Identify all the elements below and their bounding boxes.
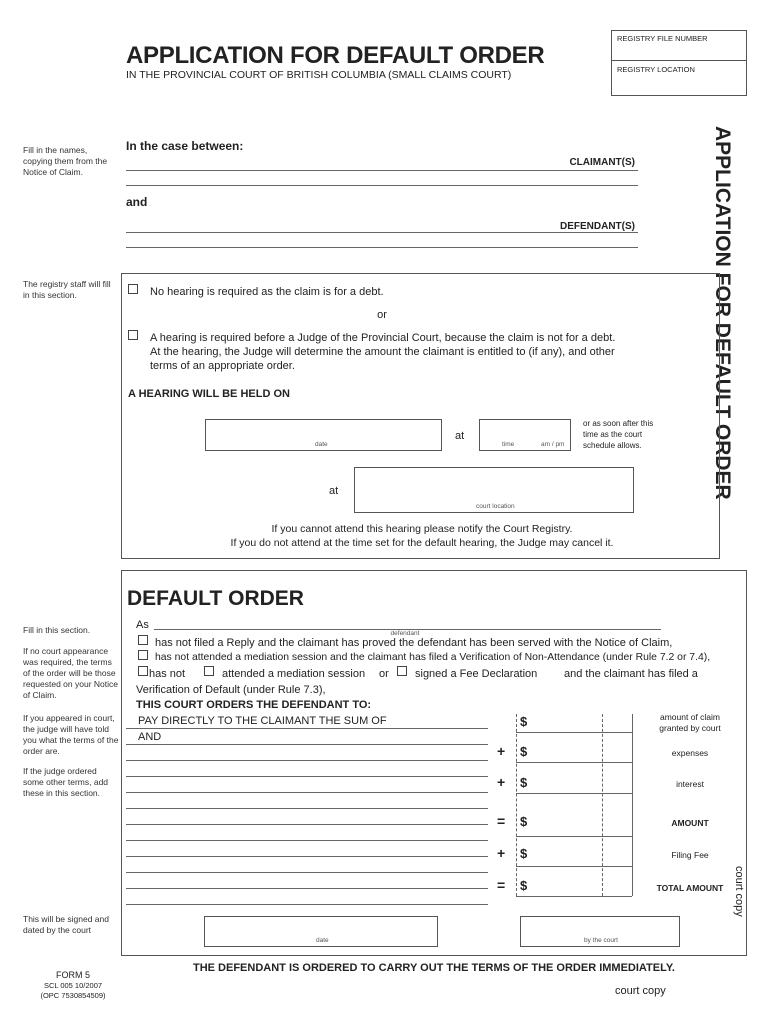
note-signed: This will be signed and dated by the court: [23, 914, 109, 935]
amount-column-right: [632, 714, 633, 896]
note-judge-ordered: If the judge ordered some other terms, add these in this section.: [23, 766, 109, 798]
footer-court-copy: court copy: [615, 985, 666, 997]
terms-line[interactable]: [126, 872, 488, 873]
dollar-1: $: [520, 714, 528, 729]
final-statement: THE DEFENDANT IS ORDERED TO CARRY OUT THE TERMS OF THE ORDER IMMEDIATELY.: [193, 962, 675, 974]
filing-fee-field[interactable]: [516, 866, 632, 867]
defendants-label: DEFENDANT(S): [560, 221, 635, 232]
attended-mediation-checkbox[interactable]: [204, 666, 214, 676]
page-title: APPLICATION FOR DEFAULT ORDER: [126, 42, 545, 69]
amount-claim-label-2: granted by court: [659, 723, 721, 733]
pay-directly: PAY DIRECTLY TO THE CLAIMANT THE SUM OF: [138, 715, 387, 727]
order-line3-or: or: [379, 668, 389, 680]
notice-line1: If you cannot attend this hearing please notify the Court Registry.: [271, 523, 573, 535]
terms-line[interactable]: [126, 840, 488, 841]
order-line4: Verification of Default (under Rule 7.3),: [136, 684, 326, 696]
ampm-label: am / pm: [541, 441, 565, 448]
by-court-label: by the court: [584, 937, 618, 944]
hearing-held-on: A HEARING WILL BE HELD ON: [128, 388, 290, 400]
opc-code: (OPC 7530854509): [40, 991, 106, 1000]
mediation-nonattendance-checkbox[interactable]: [138, 650, 148, 660]
hearing-required-line3: terms of an appropriate order.: [150, 360, 295, 372]
note-fill-names: Fill in the names, copying them from the Notice of Claim.: [23, 145, 108, 177]
court-location-field[interactable]: [354, 467, 634, 513]
terms-line[interactable]: [126, 776, 488, 777]
page-subtitle: IN THE PROVINCIAL COURT OF BRITISH COLUMBIA (SMALL CLAIMS COURT): [126, 69, 512, 81]
form-number: FORM 5: [55, 970, 90, 980]
terms-line[interactable]: [126, 792, 488, 793]
amount-claim-label-1: amount of claim: [660, 712, 720, 722]
terms-line[interactable]: [126, 728, 488, 729]
has-not-checkbox[interactable]: [138, 666, 148, 676]
amount-claim-field[interactable]: [516, 732, 632, 733]
total-amount-field[interactable]: [516, 896, 632, 897]
order-line3-fee: signed a Fee Declaration: [415, 668, 538, 680]
court-signature-field[interactable]: [520, 916, 680, 947]
terms-line[interactable]: [126, 888, 488, 889]
as-soon-l1: or as soon after this: [583, 419, 654, 428]
note-fill-section: Fill in this section.: [23, 625, 91, 635]
note-no-court: If no court appearance was required, the terms of the order will be those requested on your Notice of Claim.: [23, 646, 118, 700]
dollar-4: $: [520, 814, 528, 829]
court-location-label: court location: [476, 503, 515, 510]
hearing-required-line1: A hearing is required before a Judge of the Provincial Court, because the claim is not for a debt.: [150, 332, 616, 344]
dollar-6: $: [520, 878, 528, 893]
order-line3-filed: and the claimant has filed a: [564, 668, 698, 680]
hearing-time-field[interactable]: [479, 419, 571, 451]
order-line3-has-not: has not: [149, 668, 186, 680]
court-orders: THIS COURT ORDERS THE DEFENDANT TO:: [136, 699, 372, 711]
plus-expenses: +: [497, 743, 506, 759]
dollar-3: $: [520, 775, 528, 790]
equals-total: =: [497, 877, 506, 893]
hearing-required-line2: At the hearing, the Judge will determine the amount the claimant is entitled to (if any), and other: [150, 346, 615, 358]
hearing-date-field[interactable]: [205, 419, 442, 451]
claimant-line-2[interactable]: [126, 185, 638, 186]
defendant-line-1[interactable]: [126, 232, 638, 233]
case-heading: In the case between:: [126, 139, 244, 153]
default-order-section: [121, 570, 747, 956]
no-hearing-text: No hearing is required as the claim is for a debt.: [150, 286, 384, 298]
order-line3-attended: attended a mediation session: [222, 668, 366, 680]
plus-interest: +: [497, 774, 506, 790]
fee-declaration-checkbox[interactable]: [397, 666, 407, 676]
amount-label: AMOUNT: [671, 818, 709, 828]
at-label-2: at: [329, 485, 339, 497]
hearing-required-checkbox[interactable]: [128, 330, 138, 340]
amount-field[interactable]: [516, 836, 632, 837]
total-amount-label: TOTAL AMOUNT: [656, 883, 724, 893]
equals-amount: =: [497, 813, 506, 829]
as-label: As: [136, 619, 149, 631]
registry-file-number-label: REGISTRY FILE NUMBER: [617, 34, 708, 43]
order-date-label: date: [316, 937, 329, 944]
time-label: time: [502, 441, 515, 448]
side-court-copy: court copy: [733, 866, 745, 917]
claimants-label: CLAIMANT(S): [569, 157, 635, 168]
defendant-line-2[interactable]: [126, 247, 638, 248]
or-text: or: [377, 309, 387, 321]
note-registry-staff: The registry staff will fill in this section.: [23, 279, 111, 300]
terms-line[interactable]: [126, 808, 488, 809]
plus-filing-fee: +: [497, 845, 506, 861]
expenses-label: expenses: [671, 748, 709, 758]
no-hearing-checkbox[interactable]: [128, 284, 138, 294]
and-label: and: [126, 195, 148, 209]
default-order-title: DEFAULT ORDER: [127, 587, 304, 610]
terms-line[interactable]: [126, 824, 488, 825]
terms-line[interactable]: [126, 744, 488, 745]
terms-line[interactable]: [126, 904, 488, 905]
amount-column-cents: [602, 714, 603, 896]
date-label: date: [315, 441, 328, 448]
terms-line[interactable]: [126, 856, 488, 857]
as-soon-l3: schedule allows.: [583, 441, 642, 450]
interest-field[interactable]: [516, 793, 632, 794]
registry-location-box[interactable]: [611, 60, 747, 96]
registry-file-number-box[interactable]: [611, 30, 747, 61]
notice-line2: If you do not attend at the time set for the default hearing, the Judge may cancel it.: [230, 537, 614, 549]
hearing-section: [121, 273, 720, 559]
and-order: AND: [138, 731, 162, 743]
interest-label: interest: [676, 779, 704, 789]
order-line2: has not attended a mediation session and the claimant has filed a Verification of Non-Attendance (under Rule 7.2 or 7.4),: [155, 652, 711, 663]
expenses-field[interactable]: [516, 762, 632, 763]
note-appeared: If you appeared in court, the judge will have told you what the terms of the order are.: [23, 713, 119, 756]
not-filed-reply-checkbox[interactable]: [138, 635, 148, 645]
form-code: SCL 005 10/2007: [43, 981, 103, 990]
terms-line[interactable]: [126, 760, 488, 761]
amount-column-left: [516, 714, 517, 896]
at-label-1: at: [455, 430, 465, 442]
defendant-label: defendant: [390, 630, 420, 637]
claimant-line-1[interactable]: [126, 170, 638, 171]
as-soon-l2: time as the court: [583, 430, 643, 439]
dollar-5: $: [520, 846, 528, 861]
filing-fee-label: Filing Fee: [671, 850, 709, 860]
order-date-field[interactable]: [204, 916, 438, 947]
order-line1: has not filed a Reply and the claimant has proved the defendant has been served with the Notice of Claim,: [155, 637, 673, 649]
dollar-2: $: [520, 744, 528, 759]
registry-location-label: REGISTRY LOCATION: [617, 65, 695, 74]
side-title: APPLICATION FOR DEFAULT ORDER: [711, 126, 734, 500]
